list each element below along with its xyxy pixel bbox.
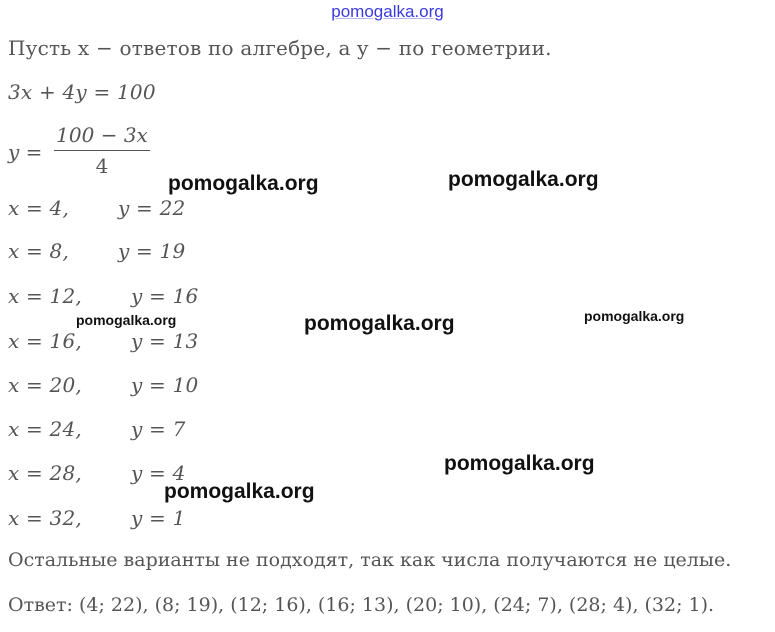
watermark: pomogalka.org (304, 312, 455, 335)
fraction-bar (54, 150, 150, 151)
watermark: pomogalka.org (76, 312, 177, 328)
site-link[interactable]: pomogalka.org (331, 2, 444, 21)
pair-y: y = 10 (131, 373, 199, 397)
answer-text: Ответ: (4; 22), (8; 19), (12; 16), (16; 13), (20; 10), (24; 7), (28; 4), (32; 1). (8, 594, 715, 616)
pair-y: y = 4 (131, 461, 186, 485)
expression-lhs: y = (8, 140, 43, 164)
pair-x: x = 28, (8, 461, 82, 485)
fraction (54, 122, 150, 179)
pair-y: y = 19 (118, 239, 186, 263)
pair-x: x = 12, (8, 284, 82, 308)
watermark: pomogalka.org (444, 452, 595, 475)
intro-text: Пусть x − ответов по алгебре, а y − по геометрии. (8, 36, 552, 60)
pair-x: x = 24, (8, 417, 82, 441)
watermark: pomogalka.org (584, 308, 685, 324)
note-text: Остальные варианты не подходят, так как числа получаются не целые. (8, 549, 732, 571)
pair-x: x = 32, (8, 506, 82, 530)
pair-x: x = 8, (8, 239, 70, 263)
fraction-denominator: 4 (95, 154, 109, 178)
pair-y: y = 16 (131, 284, 199, 308)
watermark: pomogalka.org (168, 172, 319, 195)
pair-y: y = 1 (131, 506, 186, 530)
pair-y: y = 22 (118, 196, 186, 220)
pair-y: y = 7 (131, 417, 186, 441)
pair-x: x = 16, (8, 329, 82, 353)
watermark: pomogalka.org (164, 480, 315, 503)
pair-x: x = 20, (8, 373, 82, 397)
fraction-numerator: 100 − 3x (56, 123, 148, 147)
equation: 3x + 4y = 100 (8, 80, 156, 104)
pair-x: x = 4, (8, 196, 70, 220)
pair-y: y = 13 (131, 329, 199, 353)
watermark: pomogalka.org (448, 168, 599, 191)
